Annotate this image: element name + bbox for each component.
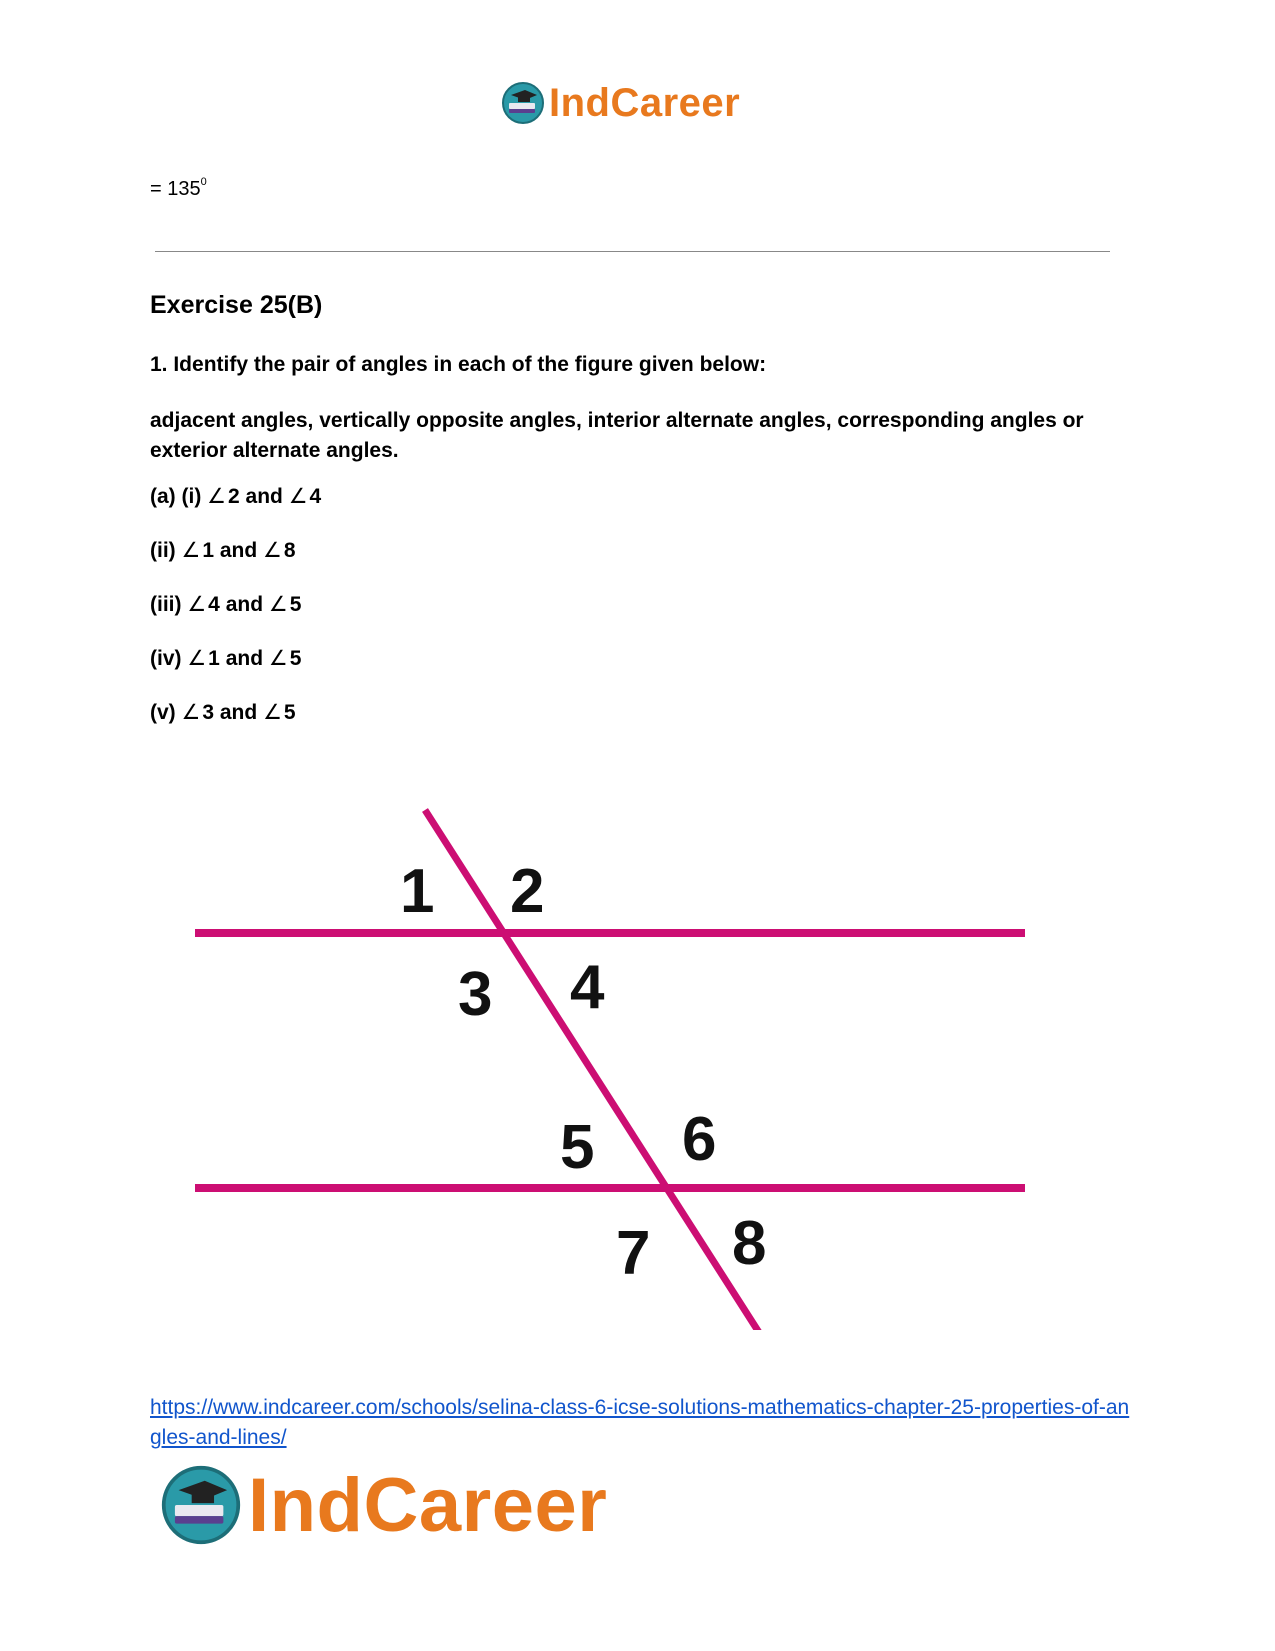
angle-label-5: 5 xyxy=(560,1113,595,1182)
logo-text: IndCareer xyxy=(549,80,741,125)
angle-label-1: 1 xyxy=(400,857,435,926)
part-iii: (iii) ∠4 and ∠5 xyxy=(150,593,302,616)
part-iv: (iv) ∠1 and ∠5 xyxy=(150,647,302,670)
angle-label-7: 7 xyxy=(616,1219,651,1288)
part-v: (v) ∠3 and ∠5 xyxy=(150,701,296,724)
section-divider xyxy=(155,251,1110,252)
logo-header xyxy=(501,78,740,128)
angles-figure xyxy=(190,800,1040,1330)
question-instructions: adjacent angles, vertically opposite angles, interior alternate angles, corresponding angles or exterior alternate angles. xyxy=(150,409,1084,462)
question-text: 1. Identify the pair of angles in each of the figure given below: xyxy=(150,353,767,376)
graduation-book-icon xyxy=(501,81,545,125)
transversal-line xyxy=(425,810,760,1330)
previous-result: = $135^0$ xyxy=(150,176,207,200)
source-link[interactable]: https://www.indcareer.com/schools/selina-class-6-icse-solutions-mathematics-chapter-25-properties-of-angles-and-lines/ xyxy=(150,1396,1130,1449)
logo-footer xyxy=(160,1460,607,1550)
part-a-i: (a) (i) ∠2 and ∠4 xyxy=(150,485,322,508)
angle-label-6: 6 xyxy=(682,1105,717,1174)
angle-label-3: 3 xyxy=(458,960,493,1029)
graduation-book-icon xyxy=(160,1464,242,1546)
logo-text: IndCareer xyxy=(248,1462,608,1548)
angle-label-2: 2 xyxy=(510,857,545,926)
exercise-heading: Exercise 25(B) xyxy=(150,291,323,319)
part-ii: (ii) ∠1 and ∠8 xyxy=(150,539,296,562)
angle-label-4: 4 xyxy=(570,953,605,1022)
angle-label-8: 8 xyxy=(732,1209,767,1278)
